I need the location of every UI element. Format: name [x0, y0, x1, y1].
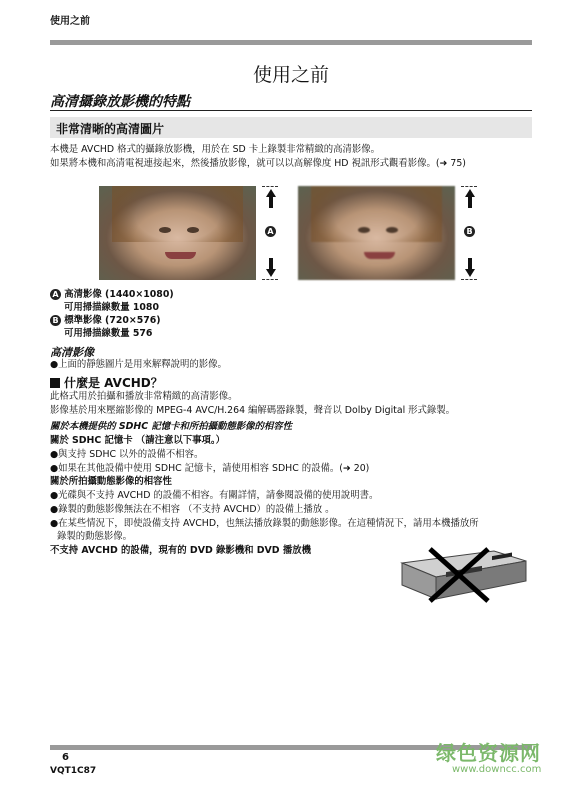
movie-bullet-1: ●光碟與不支持 AVCHD 的設備不相容。有關詳情，請參閱設備的使用說明書。 [50, 490, 379, 501]
legend-b-line2: 可用掃描線數量 576 [64, 328, 153, 339]
watermark-url: www.downcc.com [452, 764, 542, 775]
badge-a-icon: A [50, 289, 61, 300]
dvd-warning: 不支持 AVCHD 的設備，現有的 DVD 錄影機和 DVD 播放機 [50, 545, 311, 556]
watermark-logo: 绿色资源网 [436, 741, 541, 765]
movie-heading: 關於所拍攝動態影像的相容性 [50, 476, 172, 487]
resolution-a-indicator [264, 186, 278, 280]
avchd-para2: 影像基於用來壓縮影像的 MPEG-4 AVC/H.264 編解碼器錄製，聲音以 Dolby Digital 形式錄製。 [50, 405, 456, 416]
section-header [50, 117, 532, 138]
badge-b-icon: B [50, 315, 61, 326]
page-number: 6 [62, 752, 69, 763]
section1-para2: 如果將本機和高清電視連接起來，然後播放影像，就可以以高解像度 HD 視訊形式觀看影像。(➜ 75) [50, 158, 466, 169]
badge-b-icon: B [464, 226, 475, 237]
sdhc-heading: 關於 SDHC 記憶卡 （請注意以下事項。） [50, 435, 225, 446]
movie-bullet-2: ●錄製的動態影像無法在不相容 （不支持 AVCHD）的設備上播放 。 [50, 504, 335, 515]
sd-sample-photo [298, 186, 455, 280]
avchd-para1: 此格式用於拍攝和播放非常精緻的高清影像。 [50, 391, 238, 402]
hd-images-heading: 高清影像 [50, 346, 94, 359]
badge-a-icon: A [265, 226, 276, 237]
running-header: 使用之前 [50, 16, 90, 27]
avchd-heading [50, 374, 163, 391]
compat-heading: 關於本機提供的 SDHC 記憶卡和所拍攝動態影像的相容性 [50, 421, 293, 432]
doc-code: VQT1C87 [50, 766, 97, 776]
legend-a-line1: 高清影像 (1440×1080) [64, 289, 174, 300]
square-bullet-icon [50, 378, 60, 388]
page-title: 使用之前 [252, 64, 329, 86]
feature-heading: 高清攝錄放影機的特點 [50, 94, 190, 110]
sdhc-bullet-2: ●如果在其他設備中使用 SDHC 記憶卡，請使用相容 SDHC 的設備。(➜ 20) [50, 463, 370, 474]
legend-b-line1: 標準影像 (720×576) [64, 315, 161, 326]
resolution-b-indicator [463, 186, 477, 280]
section1-para1: 本機是 AVCHD 格式的攝錄放影機，用於在 SD 卡上錄製非常精緻的高清影像。 [50, 144, 381, 155]
hd-sample-photo [99, 186, 256, 280]
section-title: 非常清晰的高清圖片 [56, 122, 165, 136]
legend-a-line2: 可用掃描線數量 1080 [64, 302, 159, 313]
feature-rule [50, 110, 532, 111]
sdhc-bullet-1: ●與支持 SDHC 以外的設備不相容。 [50, 449, 204, 460]
crossed-dvd-recorder-icon [396, 543, 532, 605]
resolution-legend [50, 288, 174, 340]
header-rule [50, 40, 532, 45]
movie-bullet-3b: 錄製的動態影像。 [57, 531, 133, 542]
avchd-heading-text: 什麼是 AVCHD？ [64, 376, 163, 390]
movie-bullet-3a: ●在某些情況下，即使設備支持 AVCHD，也無法播放錄製的動態影像。在這種情況下，請用本機播放所 [50, 518, 479, 529]
hd-images-note: ●上面的靜態圖片是用來解釋說明的影像。 [50, 359, 227, 370]
